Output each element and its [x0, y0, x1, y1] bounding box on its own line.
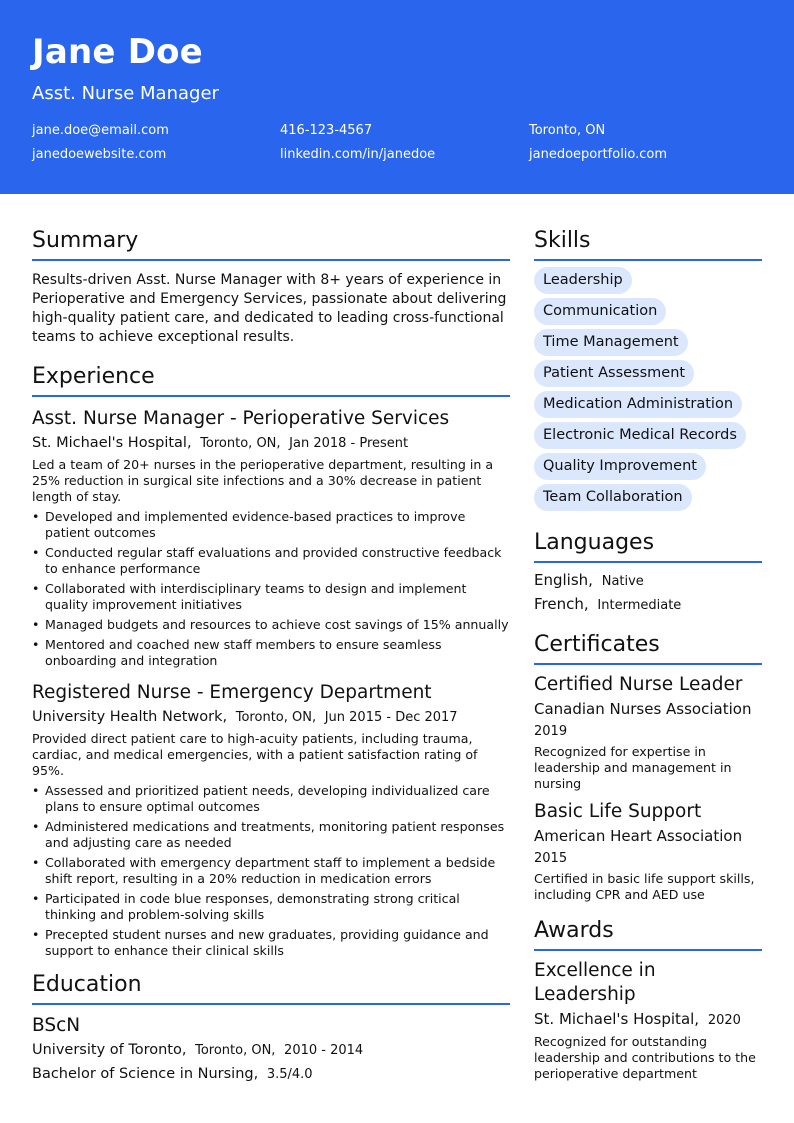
skill-chip: Communication	[534, 298, 666, 325]
skill-chip: Patient Assessment	[534, 360, 694, 387]
language-name: French,	[534, 595, 589, 613]
certificate-entry	[534, 800, 762, 903]
resume-header	[0, 0, 794, 194]
education-program: Bachelor of Science in Nursing,	[32, 1066, 259, 1082]
job-entry	[32, 407, 510, 669]
candidate-name: Jane Doe	[32, 32, 203, 72]
skill-chip: Leadership	[534, 267, 632, 294]
list-item: • Administered medications and treatments, monitoring patient responses and adjusting care as needed	[32, 819, 510, 851]
candidate-title: Asst. Nurse Manager	[32, 83, 219, 104]
education-location: Toronto, ON,	[195, 1043, 276, 1058]
job-meta	[32, 707, 510, 728]
language-level: Native	[601, 574, 644, 589]
skill-chip: Time Management	[534, 329, 688, 356]
certificate-name: Basic Life Support	[534, 801, 702, 822]
email-link[interactable]: jane.doe@email.com	[32, 123, 169, 138]
award-org: St. Michael's Hospital,	[534, 1010, 700, 1028]
certificate-org: American Heart Association	[534, 827, 743, 845]
job-meta	[32, 433, 510, 454]
job-location: Toronto, ON,	[200, 436, 281, 451]
job-employer: St. Michael's Hospital,	[32, 435, 192, 451]
job-bullets	[32, 509, 510, 669]
left-column	[32, 225, 510, 1085]
skill-chip: Medication Administration	[534, 391, 742, 418]
languages-list	[534, 569, 762, 617]
list-item: • Collaborated with emergency department staff to implement a bedside shift report, resulting in a 20% reduction in medication errors	[32, 855, 510, 887]
job-bullets	[32, 783, 510, 959]
languages-heading: Languages	[534, 527, 762, 563]
skill-chip: Team Collaboration	[534, 484, 692, 511]
certificates-heading: Certificates	[534, 629, 762, 665]
certificate-org: Canadian Nurses Association	[534, 700, 752, 718]
summary-heading: Summary	[32, 225, 510, 261]
list-item: • Precepted student nurses and new graduates, providing guidance and support to enhance their clinical skills	[32, 927, 510, 959]
list-item: • Collaborated with interdisciplinary teams to design and implement quality improvement initiatives	[32, 581, 510, 613]
list-item: • Mentored and coached new staff members to ensure seamless onboarding and integration	[32, 637, 510, 669]
skills-list	[534, 267, 762, 511]
experience-heading: Experience	[32, 361, 510, 397]
portfolio-link[interactable]: janedoeportfolio.com	[529, 147, 668, 162]
job-dates: Jun 2015 - Dec 2017	[324, 710, 458, 725]
list-item: • Managed budgets and resources to achieve cost savings of 15% annually	[32, 617, 510, 633]
skill-chip: Electronic Medical Records	[534, 422, 746, 449]
certificate-year: 2015	[534, 851, 568, 866]
certificate-name: Certified Nurse Leader	[534, 674, 743, 695]
certificate-entry	[534, 673, 762, 792]
education-gpa: 3.5/4.0	[266, 1067, 313, 1082]
award-description: Recognized for outstanding leadership and contributions to the perioperative department	[534, 1034, 756, 1081]
skills-heading: Skills	[534, 225, 762, 261]
job-entry	[32, 681, 510, 959]
list-item: • Developed and implemented evidence-based practices to improve patient outcomes	[32, 509, 510, 541]
award-meta	[534, 1009, 762, 1031]
job-employer: University Health Network,	[32, 709, 228, 725]
list-item: • Participated in code blue responses, demonstrating strong critical thinking and problem-solving skills	[32, 891, 510, 923]
phone-number[interactable]: 416-123-4567	[280, 123, 373, 138]
website-link[interactable]: janedoewebsite.com	[32, 147, 167, 162]
job-title: Asst. Nurse Manager - Perioperative Services	[32, 408, 450, 429]
language-name: English,	[534, 571, 593, 589]
language-item	[534, 593, 762, 617]
right-column	[534, 225, 762, 1082]
certificate-description: Certified in basic life support skills, including CPR and AED use	[534, 871, 755, 902]
education-school: University of Toronto,	[32, 1042, 187, 1058]
award-entry	[534, 959, 762, 1082]
job-dates: Jan 2018 - Present	[289, 436, 409, 451]
skill-chip: Quality Improvement	[534, 453, 706, 480]
summary-text: Results-driven Asst. Nurse Manager with 8+ years of experience in Perioperative and Emergency Services, passionate about delivering high-quality patient care, and dedicated to leading cross-functional teams to achieve exceptional results.	[32, 272, 507, 345]
award-year: 2020	[707, 1013, 741, 1028]
location-text: Toronto, ON	[529, 123, 606, 138]
list-item: • Conducted regular staff evaluations and provided constructive feedback to enhance performance	[32, 545, 510, 577]
education-dates: 2010 - 2014	[284, 1043, 364, 1058]
education-degree: BScN	[32, 1015, 81, 1036]
job-title: Registered Nurse - Emergency Department	[32, 682, 432, 703]
certificate-year: 2019	[534, 724, 568, 739]
awards-heading: Awards	[534, 915, 762, 951]
language-level: Intermediate	[597, 598, 682, 613]
job-description: Led a team of 20+ nurses in the perioperative department, resulting in a 25% reduction in surgical site infections and a 30% decrease in patient length of stay.	[32, 457, 494, 504]
linkedin-link[interactable]: linkedin.com/in/janedoe	[280, 147, 436, 162]
education-heading: Education	[32, 969, 510, 1005]
language-item	[534, 569, 762, 593]
job-location: Toronto, ON,	[235, 710, 317, 725]
certificate-description: Recognized for expertise in leadership and management in nursing	[534, 744, 732, 791]
award-name: Excellence in Leadership	[534, 960, 656, 1005]
education-program-row	[32, 1064, 510, 1085]
job-description: Provided direct patient care to high-acuity patients, including trauma, cardiac, and medical emergencies, with a patient satisfaction rating of 95%.	[32, 731, 478, 778]
education-meta	[32, 1040, 510, 1061]
list-item: • Assessed and prioritized patient needs, developing individualized care plans to ensure optimal outcomes	[32, 783, 510, 815]
